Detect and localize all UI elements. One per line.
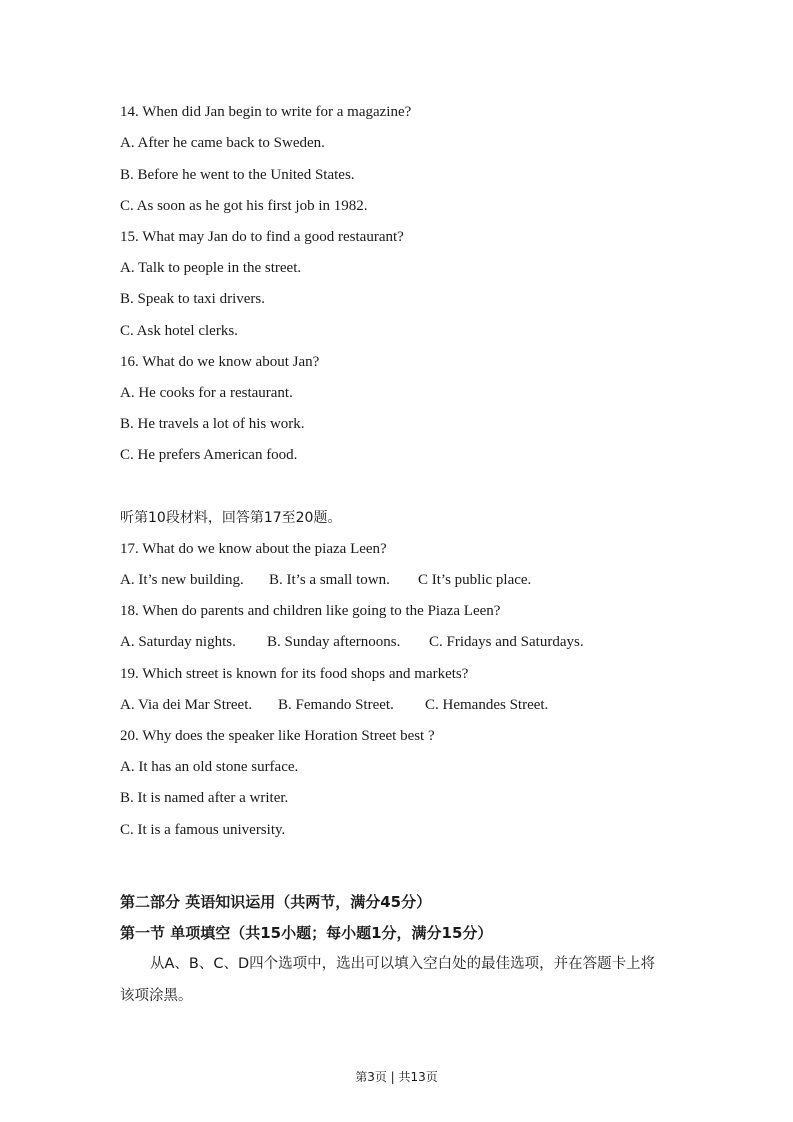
option-16c: C. He prefers American food. xyxy=(120,447,298,463)
option-18a: A. Saturday nights. xyxy=(120,634,236,650)
option-19b: B. Femando Street. xyxy=(278,697,394,713)
passage-10-instruction: 听第10段材料，回答第17至20题。 xyxy=(120,510,342,526)
question-15: 15. What may Jan do to find a good restaurant? xyxy=(120,229,404,245)
options-18 xyxy=(120,633,584,651)
option-15a: A. Talk to people in the street. xyxy=(120,260,302,276)
option-15c: C. Ask hotel clerks. xyxy=(120,323,238,339)
page-footer: 第3页 | 共13页 xyxy=(355,1070,438,1084)
option-18c: C. Fridays and Saturdays. xyxy=(429,634,584,650)
options-19 xyxy=(120,696,548,714)
option-15b: B. Speak to taxi drivers. xyxy=(120,291,265,307)
part-2-title: 第二部分 英语知识运用（共两节，满分45分） xyxy=(120,893,432,911)
option-20a: A. It has an old stone surface. xyxy=(120,759,299,775)
section-1-title: 第一节 单项填空（共15小题；每小题1分，满分15分） xyxy=(120,924,493,942)
options-17 xyxy=(120,571,531,589)
option-14a: A. After he came back to Sweden. xyxy=(120,135,325,151)
option-16b: B. He travels a lot of his work. xyxy=(120,416,305,432)
option-19a: A. Via dei Mar Street. xyxy=(120,697,253,713)
option-20c: C. It is a famous university. xyxy=(120,822,286,838)
option-14b: B. Before he went to the United States. xyxy=(120,167,355,183)
question-20: 20. Why does the speaker like Horation Street best ? xyxy=(120,728,435,744)
section-1-instruction: 从A、B、C、D四个选项中，选出可以填入空白处的最佳选项，并在答题卡上将该项涂黑。 xyxy=(120,956,656,1004)
option-17c: C It’s public place. xyxy=(418,572,532,588)
option-17a: A. It’s new building. xyxy=(120,572,244,588)
option-14c: C. As soon as he got his first job in 1982. xyxy=(120,198,368,214)
option-17b: B. It’s a small town. xyxy=(269,572,390,588)
option-16a: A. He cooks for a restaurant. xyxy=(120,385,293,401)
question-19: 19. Which street is known for its food shops and markets? xyxy=(120,666,469,682)
option-19c: C. Hemandes Street. xyxy=(425,697,549,713)
option-18b: B. Sunday afternoons. xyxy=(267,634,401,650)
question-18: 18. When do parents and children like going to the Piaza Leen? xyxy=(120,603,501,619)
question-16: 16. What do we know about Jan? xyxy=(120,354,320,370)
question-14: 14. When did Jan begin to write for a magazine? xyxy=(120,104,412,120)
question-17: 17. What do we know about the piaza Leen? xyxy=(120,541,387,557)
option-20b: B. It is named after a writer. xyxy=(120,790,289,806)
